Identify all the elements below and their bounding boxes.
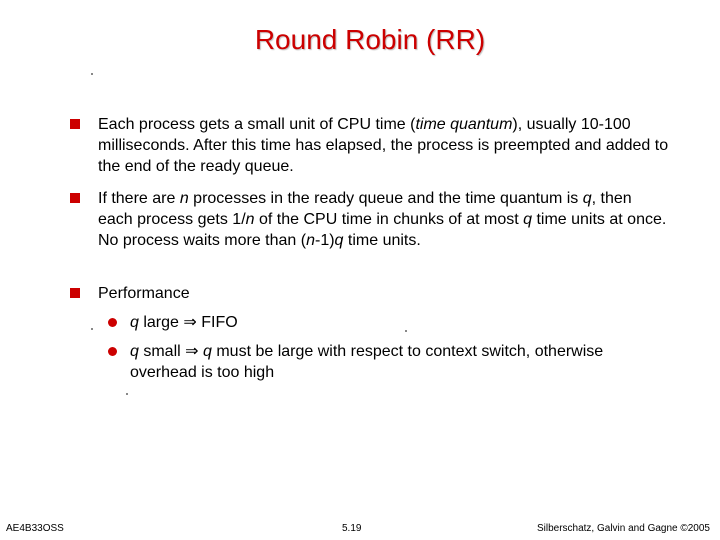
sub-bullet-item (108, 341, 668, 383)
bullet-item (70, 188, 670, 251)
italic-term: q (582, 190, 592, 207)
italic-term: q (130, 314, 139, 331)
text-segment: time units at once. No process waits more than ( (98, 211, 667, 249)
text-segment: time units. (343, 232, 421, 249)
italic-term: q (523, 211, 533, 228)
italic-term: n (245, 211, 255, 228)
round-bullet-icon (108, 318, 117, 327)
text-segment: Each process gets a small unit of CPU time ( (98, 116, 416, 133)
sub-bullet-text (130, 341, 668, 383)
square-bullet-icon (70, 288, 80, 298)
bullet-item (70, 283, 670, 304)
italic-term: q (334, 232, 344, 249)
italic-term: q (202, 343, 212, 360)
bullet-text (98, 114, 670, 177)
bullet-text (98, 188, 670, 251)
sub-bullet-item (108, 312, 668, 333)
text-segment: small ⇒ (138, 343, 203, 360)
italic-term: q (130, 343, 139, 360)
text-segment: , then each process gets 1/ (98, 190, 632, 228)
text-segment: Performance (98, 285, 190, 302)
text-segment: of the CPU time in chunks of at most (254, 211, 524, 228)
text-segment: must be large with respect to context switch, otherwise overhead is too high (130, 343, 604, 381)
footer-course-code: AE4B33OSS (6, 523, 64, 534)
text-segment: large ⇒ FIFO (138, 314, 238, 331)
square-bullet-icon (70, 119, 80, 129)
italic-term: n (306, 232, 315, 249)
square-bullet-icon (70, 193, 80, 203)
slide-title: Round Robin (RR) (254, 24, 486, 55)
bullet-text (98, 283, 670, 304)
text-segment: -1) (314, 232, 335, 249)
italic-term: n (179, 190, 189, 207)
footer-slide-number: 5.19 (342, 523, 362, 534)
italic-term: time quantum (415, 116, 513, 133)
stray-dot (91, 328, 93, 330)
stray-dot (91, 73, 93, 75)
bullet-item (70, 114, 670, 177)
round-bullet-icon (108, 347, 117, 356)
text-segment: If there are (98, 190, 180, 207)
footer-copyright: Silberschatz, Galvin and Gagne ©2005 (536, 523, 710, 534)
text-segment: processes in the ready queue and the time quantum is (188, 190, 583, 207)
text-segment: ), usually 10-100 milliseconds. After this time has elapsed, the process is preempted and added to the end of the ready queue. (98, 116, 669, 175)
stray-dot (126, 393, 128, 395)
sub-bullet-text (130, 312, 668, 333)
